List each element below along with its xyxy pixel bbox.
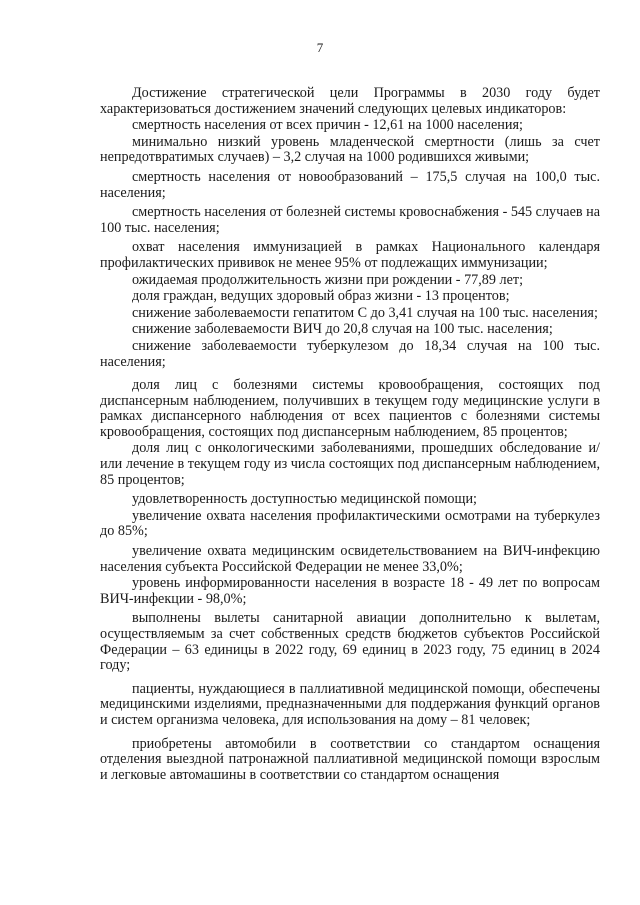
indicator-hiv-awareness: уровень информированности населения в возрасте 18 - 49 лет по вопросам ВИЧ-инфекции - 98,0%; xyxy=(100,575,600,607)
indicator-tb-screening: увеличение охвата населения профилактическими осмотрами на туберкулез до 85%; xyxy=(100,507,600,540)
indicator-tuberculosis: снижение заболеваемости туберкулезом до 18,34 случая на 100 тыс. населения; xyxy=(100,337,600,370)
indicator-oncology-dispensary: доля лиц с онкологическими заболеваниями, прошедших обследование и/или лечение в текущем году из числа состоящих под диспансерным наблюдением, 85 процентов; xyxy=(100,440,600,488)
indicator-palliative-vehicles: приобретены автомобили в соответствии со стандартом оснащения отделения выездной патронажной паллиативной медицинской помощи взрослым и легковые автомашины в соответствии со стандартом оснащения xyxy=(100,735,600,783)
indicator-neoplasm-mortality: смертность населения от новообразований – 175,5 случая на 100,0 тыс. населения; xyxy=(100,168,600,201)
indicator-life-expectancy: ожидаемая продолжительность жизни при рождении - 77,89 лет; xyxy=(132,271,524,288)
indicator-healthy-lifestyle: доля граждан, ведущих здоровый образ жизни - 13 процентов; xyxy=(132,288,510,305)
indicator-immunization-coverage: охват населения иммунизацией в рамках Национального календаря профилактических прививок не менее 95% от подлежащих иммунизации; xyxy=(100,239,600,271)
page-number: 7 xyxy=(316,40,324,55)
indicator-air-ambulance: выполнены вылеты санитарной авиации дополнительно к вылетам, осуществляемым за счет собственных средств бюджетов субъектов Российской Федерации – 63 единицы в 2022 году, 69 единиц в 2023 году, 75 единиц в 2024 году; xyxy=(100,610,600,674)
document-body xyxy=(100,86,600,783)
indicator-infant-mortality: минимально низкий уровень младенческой смертности (лишь за счет непредотвратимых случаев) – 3,2 случая на 1000 родившихся живыми; xyxy=(100,133,600,166)
indicator-care-satisfaction: удовлетворенность доступностью медицинской помощи; xyxy=(132,491,477,508)
indicator-circulatory-mortality: смертность населения от болезней системы кровоснабжения - 545 случаев на 100 тыс. населения; xyxy=(100,204,601,236)
indicator-hiv-incidence: снижение заболеваемости ВИЧ до 20,8 случая на 100 тыс. населения; xyxy=(132,321,553,338)
indicator-circulatory-dispensary: доля лиц с болезнями системы кровообращения, состоящих под диспансерным наблюдением, получивших в текущем году медицинские услуги в рамках диспансерного наблюдения от всех пациентов с болезнями системы кровообращения, состоящих под диспансерным наблюдением, 85 процентов; xyxy=(100,377,600,440)
intro-paragraph: Достижение стратегической цели Программы в 2030 году будет характеризоваться достижением значений следующих целевых индикаторов: xyxy=(100,85,600,117)
indicator-all-cause-mortality: смертность населения от всех причин - 12,61 на 1000 населения; xyxy=(132,117,523,134)
indicator-hepatitis-c: снижение заболеваемости гепатитом С до 3,41 случая на 100 тыс. населения; xyxy=(132,304,598,321)
indicator-hiv-testing: увеличение охвата медицинским освидетельствованием на ВИЧ-инфекцию населения субъекта Российской Федерации не менее 33,0%; xyxy=(100,543,600,575)
indicator-palliative-devices: пациенты, нуждающиеся в паллиативной медицинской помощи, обеспечены медицинскими изделиями, предназначенными для поддержания функций органов и систем организма человека, для использования на дому – 81 человек; xyxy=(100,680,600,728)
